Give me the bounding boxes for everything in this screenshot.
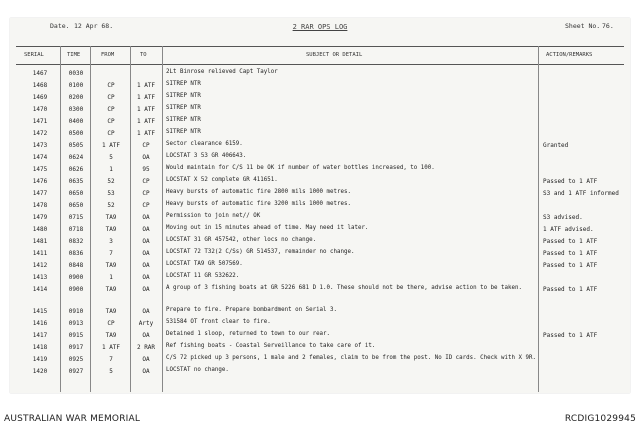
cell-to: Arty xyxy=(138,320,154,327)
cell-time: 0836 xyxy=(68,250,84,257)
cell-subject: SITREP NTR xyxy=(166,117,201,123)
cell-subject: LOCSTAT 11 GR 532622. xyxy=(166,273,240,279)
cell-from: CP xyxy=(107,118,115,125)
cell-from: CP xyxy=(107,106,115,113)
cell-subject: LOCSTAT X 52 complete GR 411651. xyxy=(166,177,278,183)
table-row xyxy=(16,272,624,283)
table-row xyxy=(16,200,624,211)
cell-serial: 1420 xyxy=(32,368,48,375)
cell-to: 1 ATF xyxy=(136,94,156,101)
table-row xyxy=(16,140,624,151)
cell-action: 1 ATF advised. xyxy=(543,226,594,233)
cell-time: 0030 xyxy=(68,70,84,77)
cell-time: 0917 xyxy=(68,344,84,351)
cell-to: OA xyxy=(142,262,150,269)
cell-from: 53 xyxy=(107,190,115,197)
column-header-time: TIME xyxy=(67,52,81,58)
log-sheet xyxy=(10,18,630,393)
cell-to: CP xyxy=(142,178,150,185)
cell-subject: Sector clearance 6159. xyxy=(166,141,243,147)
cell-time: 0927 xyxy=(68,368,84,375)
cell-to: 1 ATF xyxy=(136,118,156,125)
cell-time: 0718 xyxy=(68,226,84,233)
table-row xyxy=(16,284,624,295)
cell-action: Granted xyxy=(543,142,569,149)
footer-id: RCDIG1029945 xyxy=(564,414,636,424)
sheet-label: Sheet No. xyxy=(565,22,601,30)
cell-subject: LOCSTAT 72 T32(2 C/Ss) GR 514537, remainder no change. xyxy=(166,249,355,255)
cell-from: TA9 xyxy=(105,226,117,233)
column-header-subject: SUBJECT OR DETAIL xyxy=(306,52,363,58)
cell-serial: 1474 xyxy=(32,154,48,161)
cell-serial: 1472 xyxy=(32,130,48,137)
cell-subject: SITREP NTR xyxy=(166,105,201,111)
log-table xyxy=(16,46,624,392)
cell-subject: Heavy bursts of automatic fire 3200 mils 1000 metres. xyxy=(166,201,351,207)
cell-from: TA9 xyxy=(105,262,117,269)
cell-time: 0635 xyxy=(68,178,84,185)
table-row xyxy=(16,176,624,187)
cell-from: TA9 xyxy=(105,214,117,221)
cell-subject: A group of 3 fishing boats at GR 5226 681 D 1.0. These should not be there, advise action to be taken. xyxy=(166,285,522,291)
cell-subject: Heavy bursts of automatic fire 2800 mils 1000 metres. xyxy=(166,189,351,195)
cell-from: CP xyxy=(107,130,115,137)
cell-from: 7 xyxy=(109,250,113,257)
table-row xyxy=(16,224,624,235)
cell-action: S3 and 1 ATF informed xyxy=(543,190,619,197)
cell-time: 0900 xyxy=(68,274,84,281)
table-row xyxy=(16,318,624,329)
cell-serial: 1467 xyxy=(32,70,48,77)
cell-action: Passed to 1 ATF xyxy=(543,250,598,257)
cell-from: 1 xyxy=(109,166,113,173)
table-row xyxy=(16,330,624,341)
cell-serial: 1479 xyxy=(32,214,48,221)
cell-to: 95 xyxy=(142,166,150,173)
cell-to: 1 ATF xyxy=(136,82,156,89)
cell-serial: 1469 xyxy=(32,94,48,101)
cell-time: 0910 xyxy=(68,308,84,315)
cell-time: 0915 xyxy=(68,332,84,339)
cell-from: TA9 xyxy=(105,286,117,293)
table-row xyxy=(16,260,624,271)
cell-from: 3 xyxy=(109,238,113,245)
cell-subject: Moving out in 15 minutes ahead of time. May need it later. xyxy=(166,225,369,231)
cell-from: CP xyxy=(107,82,115,89)
cell-serial: 1412 xyxy=(32,262,48,269)
table-row xyxy=(16,152,624,163)
cell-action: Passed to 1 ATF xyxy=(543,238,598,245)
table-row xyxy=(16,354,624,365)
cell-to: OA xyxy=(142,356,150,363)
table-row xyxy=(16,236,624,247)
column-header-action: ACTION/REMARKS xyxy=(546,52,593,58)
cell-from: 7 xyxy=(109,356,113,363)
cell-to: OA xyxy=(142,274,150,281)
footer-source: AUSTRALIAN WAR MEMORIAL xyxy=(4,414,141,424)
table-row xyxy=(16,116,624,127)
cell-to: OA xyxy=(142,332,150,339)
cell-subject: Ref fishing boats - Coastal Serveillance to take care of it. xyxy=(166,343,376,349)
table-row xyxy=(16,80,624,91)
cell-from: 5 xyxy=(109,154,113,161)
cell-serial: 1478 xyxy=(32,202,48,209)
cell-action: Passed to 1 ATF xyxy=(543,178,598,185)
cell-to: CP xyxy=(142,142,150,149)
cell-from: 52 xyxy=(107,178,115,185)
cell-to: CP xyxy=(142,190,150,197)
cell-time: 0848 xyxy=(68,262,84,269)
cell-to: OA xyxy=(142,250,150,257)
cell-serial: 1418 xyxy=(32,344,48,351)
cell-from: 1 ATF xyxy=(101,344,121,351)
cell-to: OA xyxy=(142,214,150,221)
cell-serial: 1477 xyxy=(32,190,48,197)
cell-time: 0100 xyxy=(68,82,84,89)
cell-subject: 531584 OT front clear to fire. xyxy=(166,319,271,325)
cell-serial: 1471 xyxy=(32,118,48,125)
cell-serial: 1470 xyxy=(32,106,48,113)
cell-from: 1 xyxy=(109,274,113,281)
cell-time: 0913 xyxy=(68,320,84,327)
cell-subject: LOCSTAT TA9 GR 507569. xyxy=(166,261,243,267)
cell-time: 0715 xyxy=(68,214,84,221)
cell-from: CP xyxy=(107,94,115,101)
table-row xyxy=(16,248,624,259)
cell-serial: 1468 xyxy=(32,82,48,89)
header-bottom-rule xyxy=(16,64,624,65)
cell-serial: 1415 xyxy=(32,308,48,315)
cell-to: OA xyxy=(142,154,150,161)
table-row xyxy=(16,366,624,377)
cell-from: TA9 xyxy=(105,332,117,339)
cell-time: 0650 xyxy=(68,190,84,197)
header-top-rule xyxy=(16,46,624,47)
table-row xyxy=(16,92,624,103)
cell-subject: Detained 1 sloop, returned to town to our rear. xyxy=(166,331,331,337)
cell-time: 0300 xyxy=(68,106,84,113)
cell-serial: 1416 xyxy=(32,320,48,327)
table-row xyxy=(16,164,624,175)
cell-time: 0925 xyxy=(68,356,84,363)
table-row xyxy=(16,306,624,317)
cell-time: 0626 xyxy=(68,166,84,173)
cell-subject: Prepare to fire. Prepare bombardment on Serial 3. xyxy=(166,307,338,313)
cell-serial: 1481 xyxy=(32,238,48,245)
cell-serial: 1476 xyxy=(32,178,48,185)
cell-subject: 2Lt Binrose relieved Capt Taylor xyxy=(166,69,278,75)
table-row xyxy=(16,68,624,79)
cell-serial: 1417 xyxy=(32,332,48,339)
cell-to: 2 RAR xyxy=(136,344,156,351)
cell-subject: Would maintain for C/S 11 be OK if number of water bottles increased, to 100. xyxy=(166,165,435,171)
cell-from: 1 ATF xyxy=(101,142,121,149)
cell-to: 1 ATF xyxy=(136,130,156,137)
cell-to: OA xyxy=(142,226,150,233)
table-row xyxy=(16,128,624,139)
cell-time: 0200 xyxy=(68,94,84,101)
cell-serial: 1414 xyxy=(32,286,48,293)
table-row xyxy=(16,212,624,223)
date-value: 12 Apr 68. xyxy=(74,22,114,30)
cell-to: 1 ATF xyxy=(136,106,156,113)
cell-to: OA xyxy=(142,308,150,315)
cell-time: 0900 xyxy=(68,286,84,293)
cell-from: TA9 xyxy=(105,308,117,315)
cell-to: OA xyxy=(142,238,150,245)
cell-to: CP xyxy=(142,202,150,209)
cell-subject: C/S 72 picked up 3 persons, 1 male and 2 females, claim to be from the post. No ID cards. Check with X 9R. xyxy=(166,355,536,361)
column-header-serial: SERIAL xyxy=(24,52,44,58)
table-row xyxy=(16,342,624,353)
date-label: Date. xyxy=(50,22,70,30)
cell-to: OA xyxy=(142,286,150,293)
cell-subject: LOCSTAT 31 GR 457542, other locs no change. xyxy=(166,237,317,243)
cell-from: 52 xyxy=(107,202,115,209)
cell-time: 0624 xyxy=(68,154,84,161)
cell-subject: SITREP NTR xyxy=(166,93,201,99)
cell-action: Passed to 1 ATF xyxy=(543,262,598,269)
cell-subject: Permission to join net// OK xyxy=(166,213,261,219)
cell-subject: LOCSTAT 3 53 GR 406643. xyxy=(166,153,247,159)
sheet-value: 76. xyxy=(602,22,614,30)
cell-time: 0505 xyxy=(68,142,84,149)
cell-subject: LOCSTAT no change. xyxy=(166,367,229,373)
cell-action: Passed to 1 ATF xyxy=(543,332,598,339)
cell-serial: 1475 xyxy=(32,166,48,173)
cell-serial: 1411 xyxy=(32,250,48,257)
cell-from: 5 xyxy=(109,368,113,375)
cell-time: 0832 xyxy=(68,238,84,245)
cell-subject: SITREP NTR xyxy=(166,129,201,135)
cell-serial: 1419 xyxy=(32,356,48,363)
cell-time: 0650 xyxy=(68,202,84,209)
cell-serial: 1480 xyxy=(32,226,48,233)
cell-serial: 1413 xyxy=(32,274,48,281)
log-title: 2 RAR OPS LOG xyxy=(292,23,348,31)
cell-subject: SITREP NTR xyxy=(166,81,201,87)
cell-time: 0400 xyxy=(68,118,84,125)
table-row xyxy=(16,104,624,115)
cell-time: 0500 xyxy=(68,130,84,137)
cell-action: S3 advised. xyxy=(543,214,583,221)
cell-action: Passed to 1 ATF xyxy=(543,286,598,293)
cell-serial: 1473 xyxy=(32,142,48,149)
cell-from: CP xyxy=(107,320,115,327)
cell-to: OA xyxy=(142,368,150,375)
column-header-from: FROM xyxy=(101,52,115,58)
column-header-to: TO xyxy=(140,52,147,58)
table-row xyxy=(16,188,624,199)
